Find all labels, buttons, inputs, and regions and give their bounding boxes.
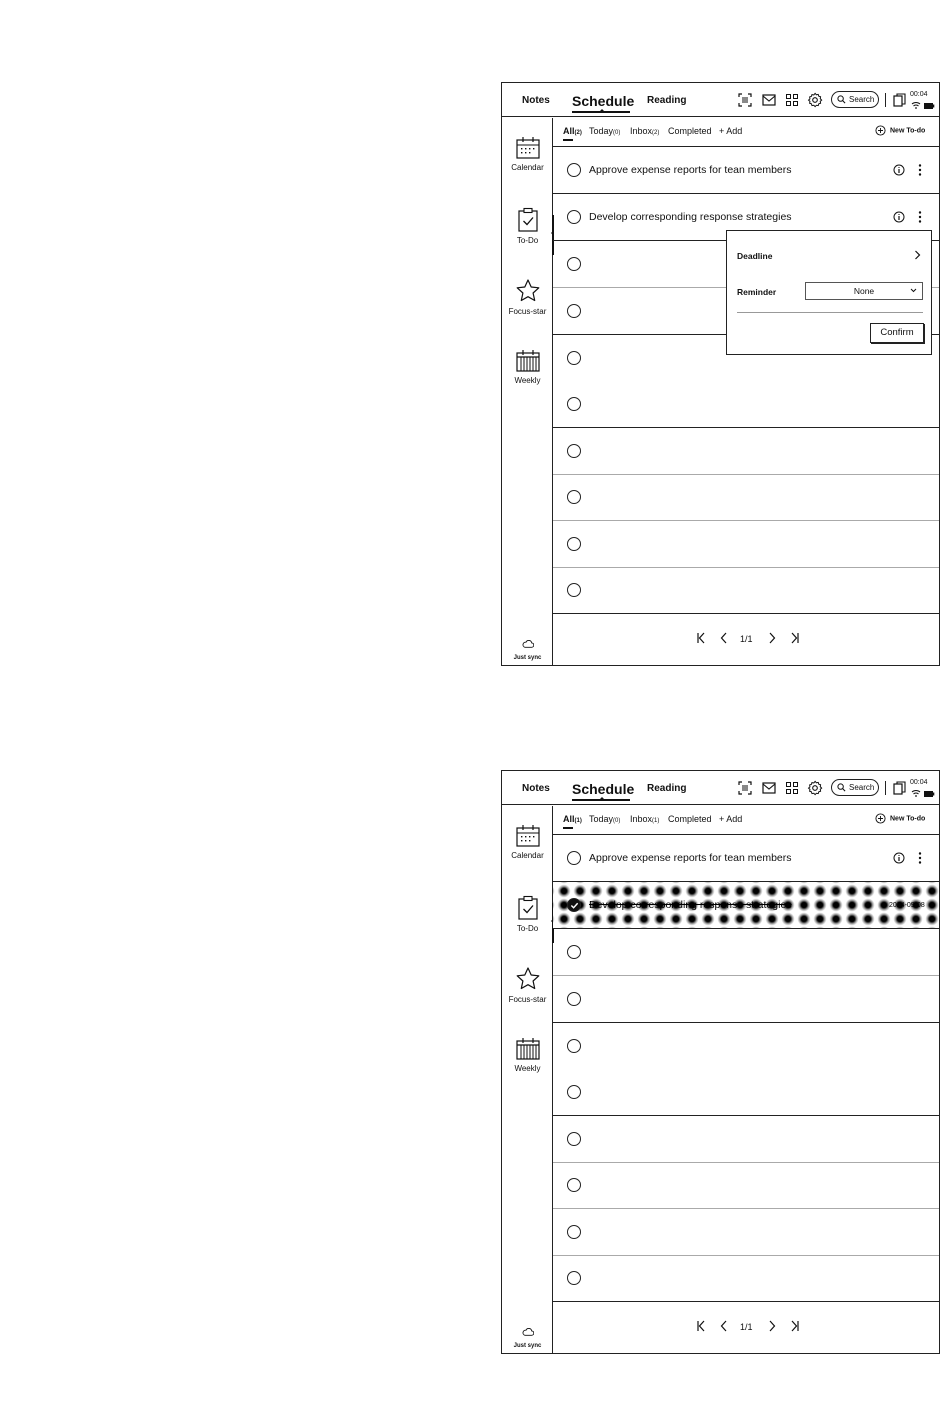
weekly-calendar-icon bbox=[515, 1037, 541, 1061]
todo-info-icon[interactable] bbox=[893, 164, 905, 176]
add-filter-button[interactable]: + Add bbox=[719, 814, 743, 824]
apps-grid-icon[interactable] bbox=[784, 780, 800, 796]
search-label: Search bbox=[849, 783, 875, 792]
sidebar-item-weekly[interactable] bbox=[502, 349, 553, 407]
todo-title: Approve expense reports for tean members bbox=[589, 164, 792, 176]
todo-checkbox[interactable] bbox=[567, 257, 581, 271]
sidebar-item-label: Focus-star bbox=[508, 307, 547, 316]
top-bar bbox=[502, 771, 939, 805]
todo-checkbox[interactable] bbox=[567, 397, 581, 411]
reminder-select[interactable] bbox=[805, 282, 923, 300]
first-page-icon[interactable] bbox=[696, 632, 706, 644]
empty-todo-row[interactable] bbox=[553, 1162, 939, 1209]
cloud-icon bbox=[522, 1328, 534, 1336]
todo-checkbox[interactable] bbox=[567, 851, 581, 865]
active-filter-underline bbox=[563, 139, 573, 141]
schedule-screen-before bbox=[501, 82, 940, 666]
inbox-icon[interactable] bbox=[761, 92, 777, 108]
todo-checkbox[interactable] bbox=[567, 163, 581, 177]
prev-page-icon[interactable] bbox=[719, 632, 729, 644]
popup-divider bbox=[737, 312, 923, 313]
todo-info-icon[interactable] bbox=[893, 211, 905, 223]
chevron-down-icon bbox=[910, 288, 917, 293]
cloud-icon bbox=[522, 640, 534, 648]
plus-circle-icon bbox=[875, 125, 886, 136]
last-page-icon[interactable] bbox=[790, 1320, 800, 1332]
filter-today[interactable]: Today(0) bbox=[589, 126, 621, 136]
tab-reading[interactable]: Reading bbox=[647, 95, 687, 106]
sidebar-item-focus-star[interactable] bbox=[502, 278, 553, 336]
clock: 00:04 bbox=[910, 779, 928, 786]
empty-todo-row[interactable] bbox=[553, 1255, 939, 1302]
sidebar-item-focus-star[interactable] bbox=[502, 966, 553, 1024]
filter-bar bbox=[553, 118, 939, 147]
first-page-icon[interactable] bbox=[696, 1320, 706, 1332]
empty-todo-row[interactable] bbox=[553, 1069, 939, 1116]
chevron-right-icon[interactable] bbox=[914, 250, 921, 260]
wifi-battery-icon bbox=[910, 788, 936, 798]
wifi-battery-icon bbox=[910, 100, 936, 110]
active-filter-underline bbox=[563, 827, 573, 829]
todo-info-icon[interactable] bbox=[893, 852, 905, 864]
more-vertical-icon[interactable] bbox=[917, 851, 923, 865]
calendar-icon bbox=[515, 824, 541, 848]
search-icon bbox=[837, 95, 846, 104]
filter-inbox[interactable]: Inbox(2) bbox=[630, 126, 660, 136]
todo-checkbox[interactable] bbox=[567, 444, 581, 458]
search-button[interactable] bbox=[831, 91, 879, 108]
filter-inbox[interactable]: Inbox(1) bbox=[630, 814, 660, 824]
star-icon bbox=[515, 966, 541, 992]
todo-title: Develop corresponding response strategies bbox=[589, 211, 792, 223]
filter-completed[interactable]: Completed bbox=[668, 126, 712, 136]
star-icon bbox=[515, 278, 541, 304]
top-bar bbox=[502, 83, 939, 117]
header-divider bbox=[885, 93, 886, 107]
scan-icon[interactable] bbox=[737, 92, 753, 108]
sidebar-item-calendar[interactable] bbox=[502, 824, 553, 882]
empty-todo-row[interactable] bbox=[553, 381, 939, 428]
filter-today[interactable]: Today(0) bbox=[589, 814, 621, 824]
sidebar-item-weekly[interactable] bbox=[502, 1037, 553, 1095]
todo-checkbox[interactable] bbox=[567, 210, 581, 224]
todo-checkbox[interactable] bbox=[567, 490, 581, 504]
todo-checkbox[interactable] bbox=[567, 1039, 581, 1053]
search-button[interactable] bbox=[831, 779, 879, 796]
tab-notes[interactable]: Notes bbox=[522, 783, 550, 794]
page-indicator: 1/1 bbox=[740, 1322, 753, 1332]
active-tab-caret bbox=[599, 797, 605, 800]
settings-gear-icon[interactable] bbox=[807, 92, 823, 108]
filter-all[interactable]: All(2) bbox=[563, 126, 582, 136]
sidebar-item-calendar[interactable] bbox=[502, 136, 553, 194]
tab-schedule[interactable]: Schedule bbox=[572, 781, 635, 797]
empty-todo-row[interactable] bbox=[553, 929, 939, 976]
empty-todo-row[interactable] bbox=[553, 1116, 939, 1163]
sidebar-item-todo[interactable] bbox=[502, 895, 553, 953]
settings-gear-icon[interactable] bbox=[807, 780, 823, 796]
sidebar-item-label: Weekly bbox=[514, 376, 541, 385]
header-divider bbox=[885, 781, 886, 795]
new-todo-button[interactable]: New To-do bbox=[875, 813, 925, 824]
empty-todo-row[interactable] bbox=[553, 567, 939, 614]
tab-reading[interactable]: Reading bbox=[647, 783, 687, 794]
reminder-value: None bbox=[853, 286, 875, 296]
last-page-icon[interactable] bbox=[790, 632, 800, 644]
empty-todo-row[interactable] bbox=[553, 521, 939, 568]
todo-checkbox-checked[interactable] bbox=[567, 898, 581, 912]
sync-button[interactable] bbox=[502, 1323, 553, 1349]
weekly-calendar-icon bbox=[515, 349, 541, 373]
page-indicator: 1/1 bbox=[740, 634, 753, 644]
sidebar-item-label: Calendar bbox=[511, 851, 544, 860]
pagination bbox=[553, 613, 939, 665]
plus-circle-icon bbox=[875, 813, 886, 824]
empty-todo-row[interactable] bbox=[553, 1023, 939, 1070]
filter-completed[interactable]: Completed bbox=[668, 814, 712, 824]
todo-title: Approve expense reports for tean members bbox=[589, 852, 792, 864]
multitask-icon[interactable] bbox=[891, 780, 907, 796]
todo-checkbox[interactable] bbox=[567, 304, 581, 318]
clock: 00:04 bbox=[910, 91, 928, 98]
todo-clipboard-icon bbox=[516, 895, 540, 921]
sidebar bbox=[502, 118, 553, 666]
confirm-button[interactable]: Confirm bbox=[870, 323, 924, 343]
sidebar-item-label: Weekly bbox=[514, 1064, 541, 1073]
todo-checkbox[interactable] bbox=[567, 1085, 581, 1099]
sidebar-item-label: To-Do bbox=[516, 236, 539, 245]
tab-notes[interactable]: Notes bbox=[522, 95, 550, 106]
reminder-label: Reminder bbox=[737, 287, 777, 297]
schedule-screen-after bbox=[501, 770, 940, 1354]
todo-checkbox[interactable] bbox=[567, 1178, 581, 1192]
inbox-icon[interactable] bbox=[761, 780, 777, 796]
sidebar-item-label: Calendar bbox=[511, 163, 544, 172]
sync-label: Just sync bbox=[513, 655, 542, 661]
more-vertical-icon[interactable] bbox=[917, 163, 923, 177]
sync-button[interactable] bbox=[502, 635, 553, 661]
todo-title: Develop corresponding response strategies bbox=[589, 899, 792, 911]
sidebar-item-label: Focus-star bbox=[508, 995, 547, 1004]
checkmark-icon bbox=[570, 901, 579, 910]
multitask-icon[interactable] bbox=[891, 92, 907, 108]
todo-checkbox[interactable] bbox=[567, 1225, 581, 1239]
filter-all[interactable]: All(1) bbox=[563, 814, 582, 824]
filter-bar bbox=[553, 806, 939, 835]
next-page-icon[interactable] bbox=[767, 632, 777, 644]
empty-todo-row[interactable] bbox=[553, 474, 939, 521]
sidebar bbox=[502, 806, 553, 1354]
sidebar-item-label: To-Do bbox=[516, 924, 539, 933]
todo-row[interactable] bbox=[553, 147, 939, 194]
empty-todo-row[interactable] bbox=[553, 976, 939, 1023]
new-todo-button[interactable]: New To-do bbox=[875, 125, 925, 136]
scan-icon[interactable] bbox=[737, 780, 753, 796]
search-label: Search bbox=[849, 95, 875, 104]
todo-detail-popup bbox=[726, 230, 932, 355]
empty-todo-row[interactable] bbox=[553, 1209, 939, 1256]
todo-checkbox[interactable] bbox=[567, 583, 581, 597]
todo-checkbox[interactable] bbox=[567, 992, 581, 1006]
pagination bbox=[553, 1301, 939, 1353]
apps-grid-icon[interactable] bbox=[784, 92, 800, 108]
todo-checkbox[interactable] bbox=[567, 1132, 581, 1146]
todo-checkbox[interactable] bbox=[567, 537, 581, 551]
sidebar-item-todo[interactable] bbox=[502, 207, 553, 265]
more-vertical-icon[interactable] bbox=[917, 210, 923, 224]
todo-checkbox[interactable] bbox=[567, 351, 581, 365]
tab-schedule[interactable]: Schedule bbox=[572, 93, 635, 109]
todo-checkbox[interactable] bbox=[567, 1271, 581, 1285]
completed-date: 2024-09-08 bbox=[889, 902, 925, 909]
empty-todo-row[interactable] bbox=[553, 428, 939, 475]
sync-label: Just sync bbox=[513, 1343, 542, 1349]
calendar-icon bbox=[515, 136, 541, 160]
next-page-icon[interactable] bbox=[767, 1320, 777, 1332]
todo-row[interactable] bbox=[553, 835, 939, 882]
deadline-label: Deadline bbox=[737, 251, 773, 261]
todo-clipboard-icon bbox=[516, 207, 540, 233]
todo-checkbox[interactable] bbox=[567, 945, 581, 959]
active-tab-caret bbox=[599, 109, 605, 112]
add-filter-button[interactable]: + Add bbox=[719, 126, 743, 136]
prev-page-icon[interactable] bbox=[719, 1320, 729, 1332]
search-icon bbox=[837, 783, 846, 792]
completed-todo-row[interactable] bbox=[553, 882, 939, 929]
